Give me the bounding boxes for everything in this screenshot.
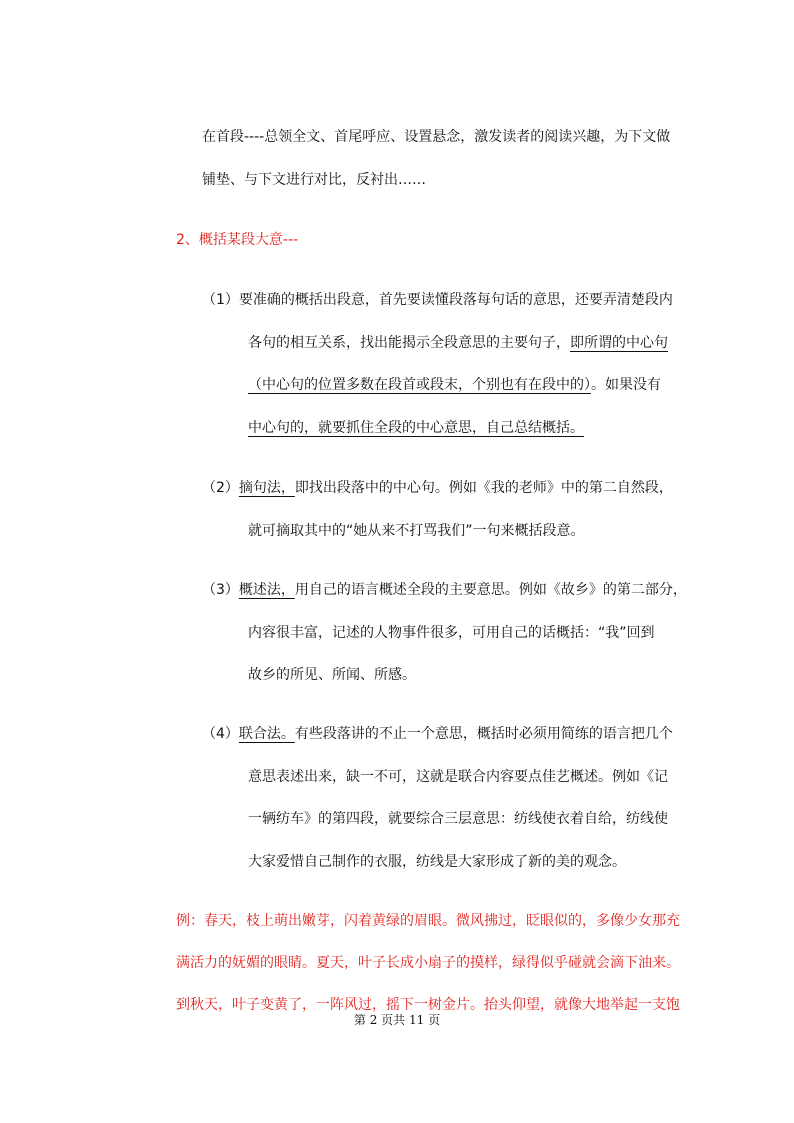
method-4-line-2: 意思表述出来，缺一不可，这就是联合内容要点佳艺概述。例如《记 — [248, 769, 668, 785]
method-4-desc: 有些段落讲的不止一个意思，概括时必须用简练的语言把几个 — [294, 726, 673, 742]
method-2-name: 摘句法， — [238, 480, 295, 496]
method-3-number: （3） — [202, 582, 239, 598]
central-sentence-underlined: 即所谓的中心句 — [570, 335, 668, 351]
section-heading-2: 2、概括某段大意--- — [176, 232, 299, 248]
method-3-line-3: 故乡的所见、所闻、所感。 — [248, 667, 416, 683]
method-4-line-4: 大家爱惜自己制作的衣服，纺线是大家形成了新的美的观念。 — [248, 854, 626, 870]
example-line-3: 到秋天，叶子变黄了，一阵风过，摇下一树金片。抬头仰望，就像大地举起一支饱 — [176, 997, 680, 1013]
method-2-line-2: 就可摘取其中的“她从来不打骂我们”一句来概括段意。 — [248, 523, 585, 539]
method-3-name: 概述法， — [238, 582, 295, 598]
intro-line-1: 在首段----总领全文、首尾呼应、设置悬念，激发读者的阅读兴趣，为下文做 — [202, 129, 671, 145]
method-1-text-b: 。如果没有 — [591, 377, 661, 393]
method-1-line-4: 中心句的，就要抓住全段的中心意思，自己总结概括。 — [248, 420, 584, 436]
method-1-line-2 — [248, 333, 668, 353]
method-1-text: 各句的相互关系，找出能揭示全段意思的主要句子， — [248, 335, 570, 351]
method-4-line-3: 一辆纺车》的第四段，就要综合三层意思：纺线使衣着自给，纺线使 — [248, 811, 668, 827]
central-sentence-note: （中心句的位置多数在段首或段末，个别也有在段中的） — [248, 377, 591, 393]
method-2-desc: 即找出段落中的中心句。例如《我的老师》中的第二自然段， — [294, 480, 673, 496]
method-2-number: （2） — [202, 480, 239, 496]
method-4-number: （4） — [202, 726, 239, 742]
method-1-line-3 — [248, 375, 661, 395]
method-3-line-2: 内容很丰富，记述的人物事件很多，可用自己的话概括：“我”回到 — [248, 625, 655, 641]
page-footer: 第 2 页共 11 页 — [353, 1013, 441, 1027]
method-1-line-1: （1）要准确的概括出段意，首先要读懂段落每句话的意思，还要弄清楚段内 — [202, 292, 673, 308]
intro-line-2: 铺垫、与下文进行对比，反衬出…… — [202, 172, 426, 188]
method-3-desc: 用自己的语言概述全段的主要意思。例如《故乡》的第二部分， — [294, 582, 687, 598]
method-4-line-1 — [202, 724, 673, 744]
method-3-line-1 — [202, 580, 687, 600]
example-line-1: 例：春天，枝上萌出嫩芽，闪着黄绿的眉眼。微风拂过，眨眼似的，多像少女那充 — [176, 913, 680, 929]
example-line-2: 满活力的妩媚的眼睛。夏天，叶子长成小扇子的摸样，绿得似乎碰就会滴下油来。 — [176, 955, 680, 971]
method-2-line-1 — [202, 478, 673, 498]
method-4-name: 联合法。 — [238, 726, 295, 742]
